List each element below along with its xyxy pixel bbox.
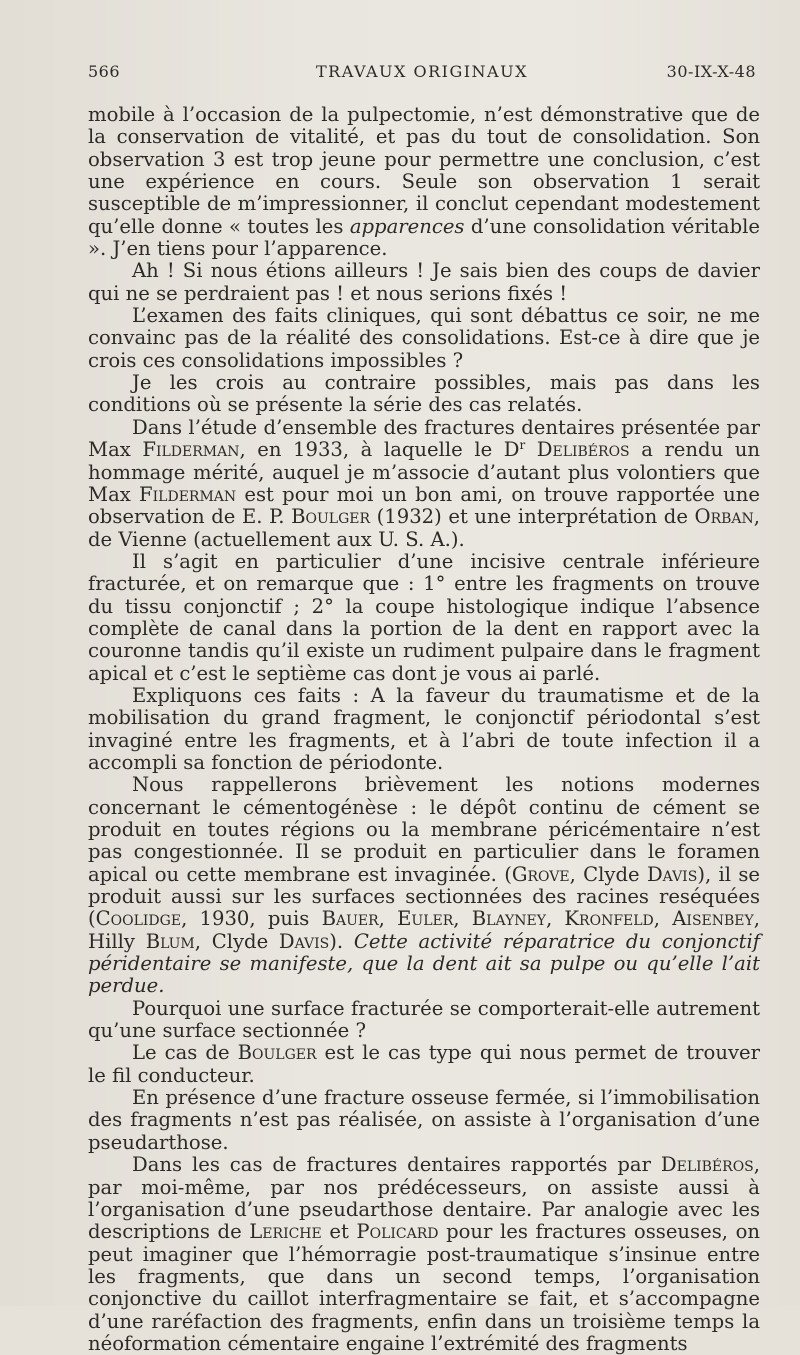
- paragraph: L’examen des faits cliniques, qui sont débattus ce soir, ne me convainc pas de la réalité des consolidations. Est-ce à dire que je crois ces consolidations impossibles ?: [88, 304, 760, 372]
- author-name: Filderman: [142, 438, 240, 462]
- running-header: [88, 62, 756, 86]
- author-name: Orban: [694, 505, 754, 529]
- running-title: TRAVAUX ORIGINAUX: [316, 62, 528, 81]
- paragraph: Nous rappellerons brièvement les notions modernes concernant le cémentogénèse : le dépôt continu de cément se produit en toutes régions ou la membrane péricémentaire n’est pas congestionnée. Il se produit en particulier dans le foramen apical ou cette membrane est invaginée. (Grove, Clyde Davis), il se produit aussi sur les surfaces sectionnées des racines reséquées (Coolidge, 1930, puis Bauer, Euler, Blayney, Kronfeld, Aisenbey, Hilly Blum, Clyde Davis). Cette activité réparatrice du conjonctif péridentaire se manifeste, que la dent ait sa pulpe ou qu’elle l’ait perdue.: [88, 773, 761, 998]
- paragraph: mobile à l’occasion de la pulpectomie, n’est démonstrative que de la conservation de vitalité, et pas du tout de consolidation. Son observation 3 est trop jeune pour permettre une conclusion, c’est une expérience en cours. Seule son observation 1 serait susceptible de m’impressionner, il conclut cependant modestement qu’elle donne « toutes les apparences d’une consolidation véritable ». J’en tiens pour l’apparence.: [88, 103, 760, 261]
- page-number: 566: [88, 62, 121, 81]
- author-name: Filderman: [139, 482, 237, 506]
- paragraph: Dans les cas de fractures dentaires rapportés par Delibéros, par moi-même, par nos prédécesseurs, on assiste aussi à l’organisation d’une pseudarthose dentaire. Par analogie avec les descriptions de Leriche et Policard pour les fractures osseuses, on peut imaginer que l’hémorragie post-traumatique s’insinue entre les fragments, que dans un second temps, l’organisation conjonctive du caillot interfragmentaire se fait, et s’accompagne d’une raréfaction des fragments, enfin dans un troisième temps la néoformation cémentaire engaine l’extrémité des fragments: [88, 1153, 760, 1355]
- author-name: Delibéros: [536, 438, 630, 462]
- author-name: Boulger: [291, 505, 371, 529]
- paragraph: En présence d’une fracture osseuse fermée, si l’immobilisation des fragments n’est pas réalisée, on assiste à l’organisation d’une pseudarthose.: [88, 1086, 760, 1154]
- paragraph: Je les crois au contraire possibles, mais pas dans les conditions où se présente la série des cas relatés.: [88, 371, 760, 417]
- paragraph: Expliquons ces faits : A la faveur du traumatisme et de la mobilisation du grand fragment, le conjonctif périodontal s’est invaginé entre les fragments, et à l’abri de toute infection il a accompli sa fonction de périodonte.: [88, 683, 760, 774]
- issue-date: 30-IX-X-48: [666, 62, 756, 81]
- paragraph: Dans l’étude d’ensemble des fractures dentaires présentée par Max Filderman, en 1933, à laquelle le $D^r$ Delibéros a rendu un hommage mérité, auquel je m’associe d’autant plus volontiers que Max Filderman est pour moi un bon ami, on trouve rapportée une observation de E. P. Boulger (1932) et une interprétation de Orban, de Vienne (actuellement aux U. S. A.).: [88, 415, 760, 551]
- paragraph: Pourquoi une surface fracturée se comporterait-elle autrement qu’une surface sectionnée ?: [88, 996, 760, 1043]
- paragraph: Ah ! Si nous étions ailleurs ! Je sais bien des coups de davier qui ne se perdraient pas ! et nous serions fixés !: [88, 259, 760, 305]
- paragraph: Le cas de Boulger est le cas type qui nous permet de trouver le fil conducteur.: [88, 1041, 760, 1087]
- body-text: [88, 104, 760, 1355]
- paragraph: Il s’agit en particulier d’une incisive centrale inférieure fracturée, et on remarque que : 1° entre les fragments on trouve du tissu conjonctif ; 2° la coupe histologique indique l’absence complète de canal dans la portion de la dent en rapport avec la couronne tandis qu’il existe un rudiment pulpaire dans le fragment apical et c’est le septième cas dont je vous ai parlé.: [88, 549, 760, 685]
